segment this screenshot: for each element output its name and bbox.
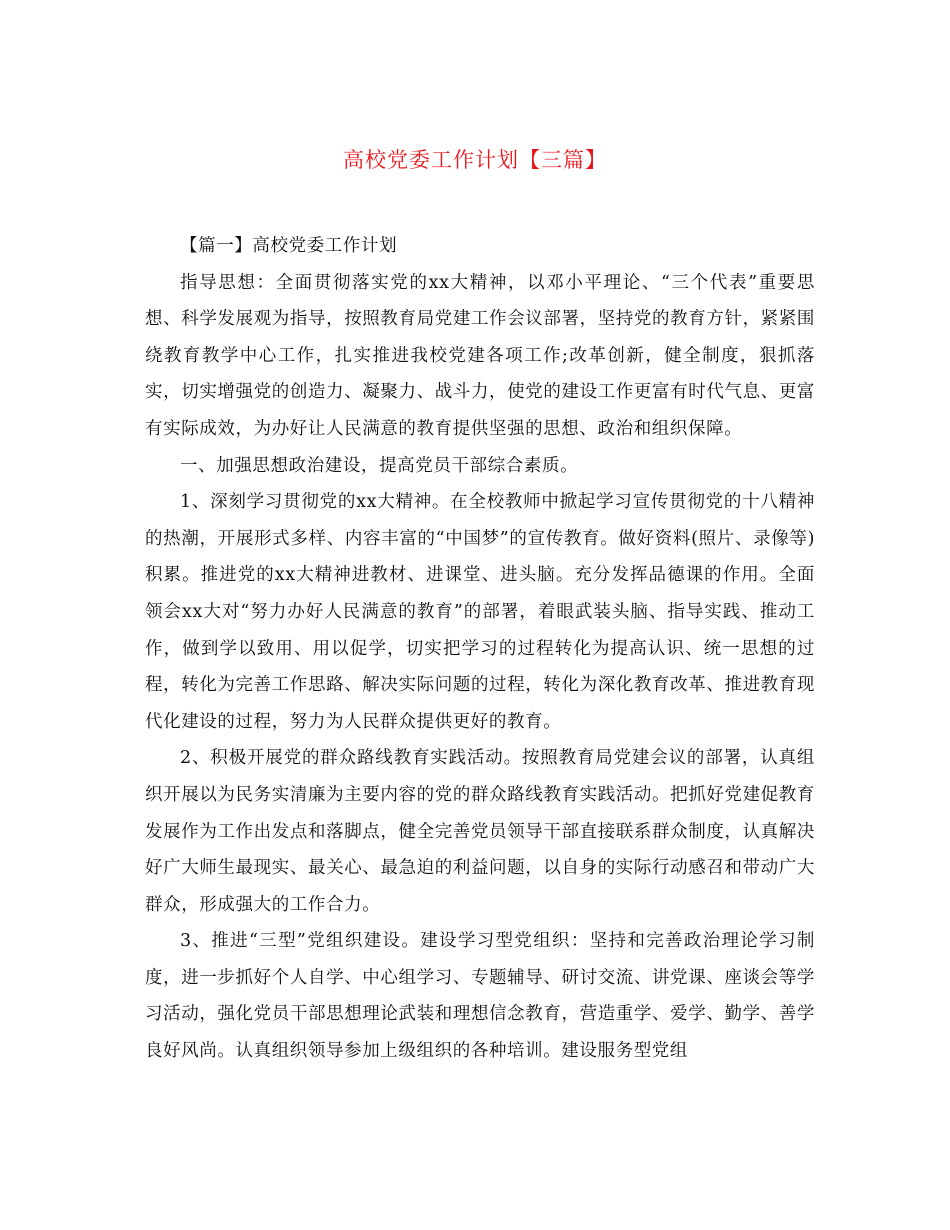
paragraph-item-2: 2、积极开展党的群众路线教育实践活动。按照教育局党建会议的部署，认真组织开展以为民务实清廉为主要内容的党的群众路线教育实践活动。把抓好党建促教育发展作为工作出发点和落脚点，健全完善党员领导干部直接联系群众制度，认真解决好广大师生最现实、最关心、最急迫的利益问题，以自身的实际行动感召和带动广大群众，形成强大的工作合力。	[145, 748, 815, 915]
document-title: 高校党委工作计划【三篇】	[343, 148, 607, 172]
paragraph-item-3: 3、推进“三型”党组织建设。建设学习型党组织：坚持和完善政治理论学习制度，进一步抓好个人自学、中心组学习、专题辅导、研讨交流、讲党课、座谈会等学习活动，强化党员干部思想理论武装和理想信念教育，营造重学、爱学、勤学、善学良好风尚。认真组织领导参加上级组织的各种培训。建设服务型党组	[145, 931, 815, 1062]
subsection-heading: 一、加强思想政治建设，提高党员干部综合素质。	[180, 455, 579, 476]
paragraph-item-1: 1、深刻学习贯彻党的xx大精神。在全校教师中掀起学习宣传贯彻党的十八精神的热潮，开展形式多样、内容丰富的“中国梦”的宣传教育。做好资料(照片、录像等)积累。推进党的xx大精神进教材、进课堂、进头脑。充分发挥品德课的作用。全面领会xx大对“努力办好人民满意的教育”的部署，着眼武装头脑、指导实践、推动工作，做到学以致用、用以促学，切实把学习的过程转化为提高认识、统一思想的过程，转化为完善工作思路、解决实际问题的过程，转化为深化教育改革、推进教育现代化建设的过程，努力为人民群众提供更好的教育。	[145, 492, 815, 732]
document-body	[145, 228, 815, 1070]
paragraph-guiding-ideology: 指导思想：全面贯彻落实党的xx大精神，以邓小平理论、“三个代表”重要思想、科学发展观为指导，按照教育局党建工作会议部署，坚持党的教育方针，紧紧围绕教育教学中心工作，扎实推进我校党建各项工作;改革创新，健全制度，狠抓落实，切实增强党的创造力、凝聚力、战斗力，使党的建设工作更富有时代气息、更富有实际成效，为办好让人民满意的教育提供坚强的思想、政治和组织保障。	[145, 272, 815, 439]
section-heading: 【篇一】高校党委工作计划	[180, 236, 398, 256]
